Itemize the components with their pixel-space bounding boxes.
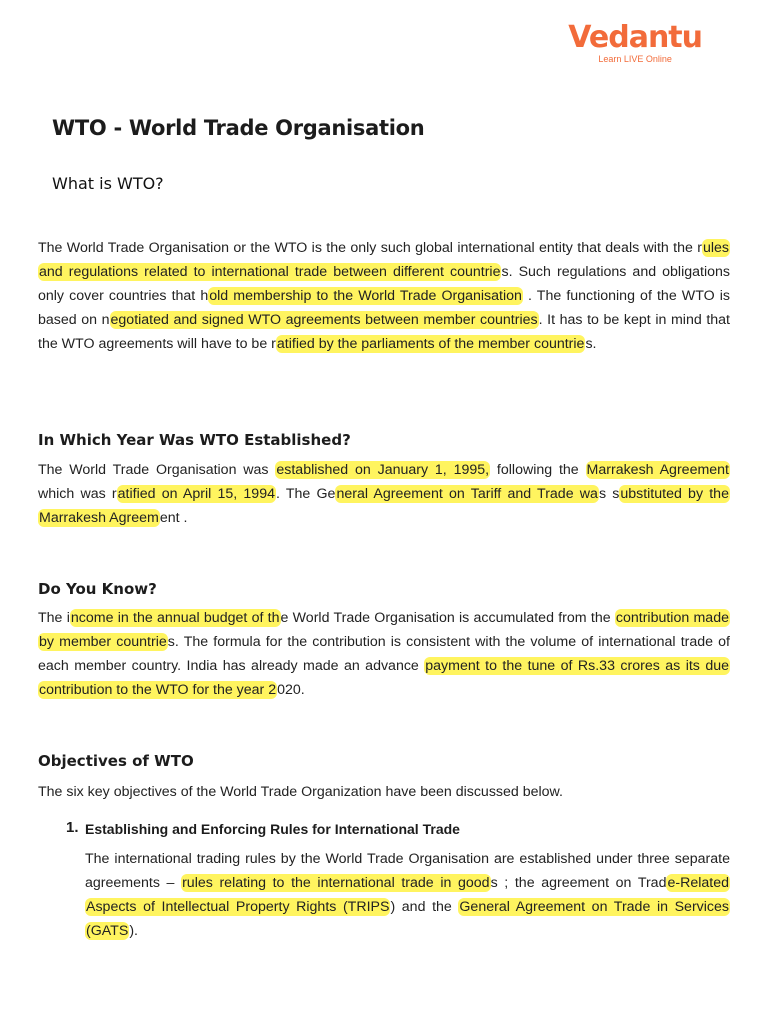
text-segment: s ; the agreement on Trad (490, 875, 667, 891)
objectives-intro: The six key objectives of the World Trade Organization have been discussed below. (38, 784, 563, 800)
paragraph-year-established (38, 458, 730, 530)
text-segment: which was r (38, 486, 117, 502)
objective-number: 1. (66, 819, 79, 836)
highlighted-text: contribution made by member countrie (39, 610, 729, 650)
text-segment: s s (598, 486, 620, 502)
text-segment: e World Trade Organisation is accumulated from the (280, 610, 615, 626)
text-segment: 020. (277, 682, 305, 698)
paragraph-do-you-know (38, 606, 730, 702)
text-segment: . The functioning of the WTO is based on n (38, 288, 730, 328)
logo-wordmark: Vedantu (568, 20, 702, 55)
text-segment: s. (585, 336, 597, 352)
highlighted-text: ubstituted by the Marrakesh Agreem (39, 486, 729, 526)
highlighted-text: established on January 1, 1995, (276, 462, 490, 478)
vedantu-logo (568, 20, 702, 64)
highlighted-text: Marrakesh Agreement (586, 462, 729, 478)
heading-objectives: Objectives of WTO (38, 752, 194, 770)
text-segment: The international trading rules by the World Trade Organisation are established under three separate agreements – (85, 851, 730, 891)
heading-do-you-know: Do You Know? (38, 580, 157, 598)
heading-what-is-wto: What is WTO? (52, 174, 164, 193)
highlighted-text: General Agreement on Trade in Services (GATS (86, 899, 729, 939)
text-segment: ) and the (390, 899, 459, 915)
text-segment: The World Trade Organisation or the WTO is the only such global international entity that deals with the r (38, 240, 702, 256)
highlighted-text: rules relating to the international trade in good (182, 875, 490, 891)
highlighted-text: ncome in the annual budget of th (70, 610, 280, 626)
text-segment: s. The formula for the contribution is consistent with the volume of international trade of each member country. India has already made an advance (38, 634, 730, 674)
text-segment: The i (38, 610, 70, 626)
highlighted-text: atified on April 15, 1994 (117, 486, 275, 502)
text-segment: ). (129, 923, 138, 939)
highlighted-text: old membership to the World Trade Organisation (209, 288, 522, 304)
text-segment: s. Such regulations and obligations only cover countries that h (38, 264, 730, 304)
objective-description (85, 847, 730, 943)
logo-tagline: Learn LIVE Online (598, 54, 672, 64)
highlighted-text: neral Agreement on Tariff and Trade wa (336, 486, 598, 502)
text-segment: . It has to be kept in mind that the WTO agreements will have to be r (38, 312, 730, 352)
text-segment: following the (490, 462, 586, 478)
text-segment: . The Ge (275, 486, 336, 502)
highlighted-text: egotiated and signed WTO agreements between member countries (110, 312, 538, 328)
page-title: WTO - World Trade Organisation (52, 116, 425, 140)
text-segment: ent . (159, 510, 188, 526)
highlighted-text: payment to the tune of Rs.33 crores as its due contribution to the WTO for the year 2 (39, 658, 729, 698)
highlighted-text: e-Related Aspects of Intellectual Property Rights (TRIPS (86, 875, 729, 915)
highlighted-text: ules and regulations related to international trade between different countrie (39, 240, 729, 280)
objective-title: Establishing and Enforcing Rules for International Trade (85, 821, 460, 837)
highlighted-text: atified by the parliaments of the member countrie (276, 336, 585, 352)
paragraph-what-is-wto (38, 236, 730, 356)
text-segment: The World Trade Organisation was (38, 462, 276, 478)
heading-year-established: In Which Year Was WTO Established? (38, 431, 351, 449)
